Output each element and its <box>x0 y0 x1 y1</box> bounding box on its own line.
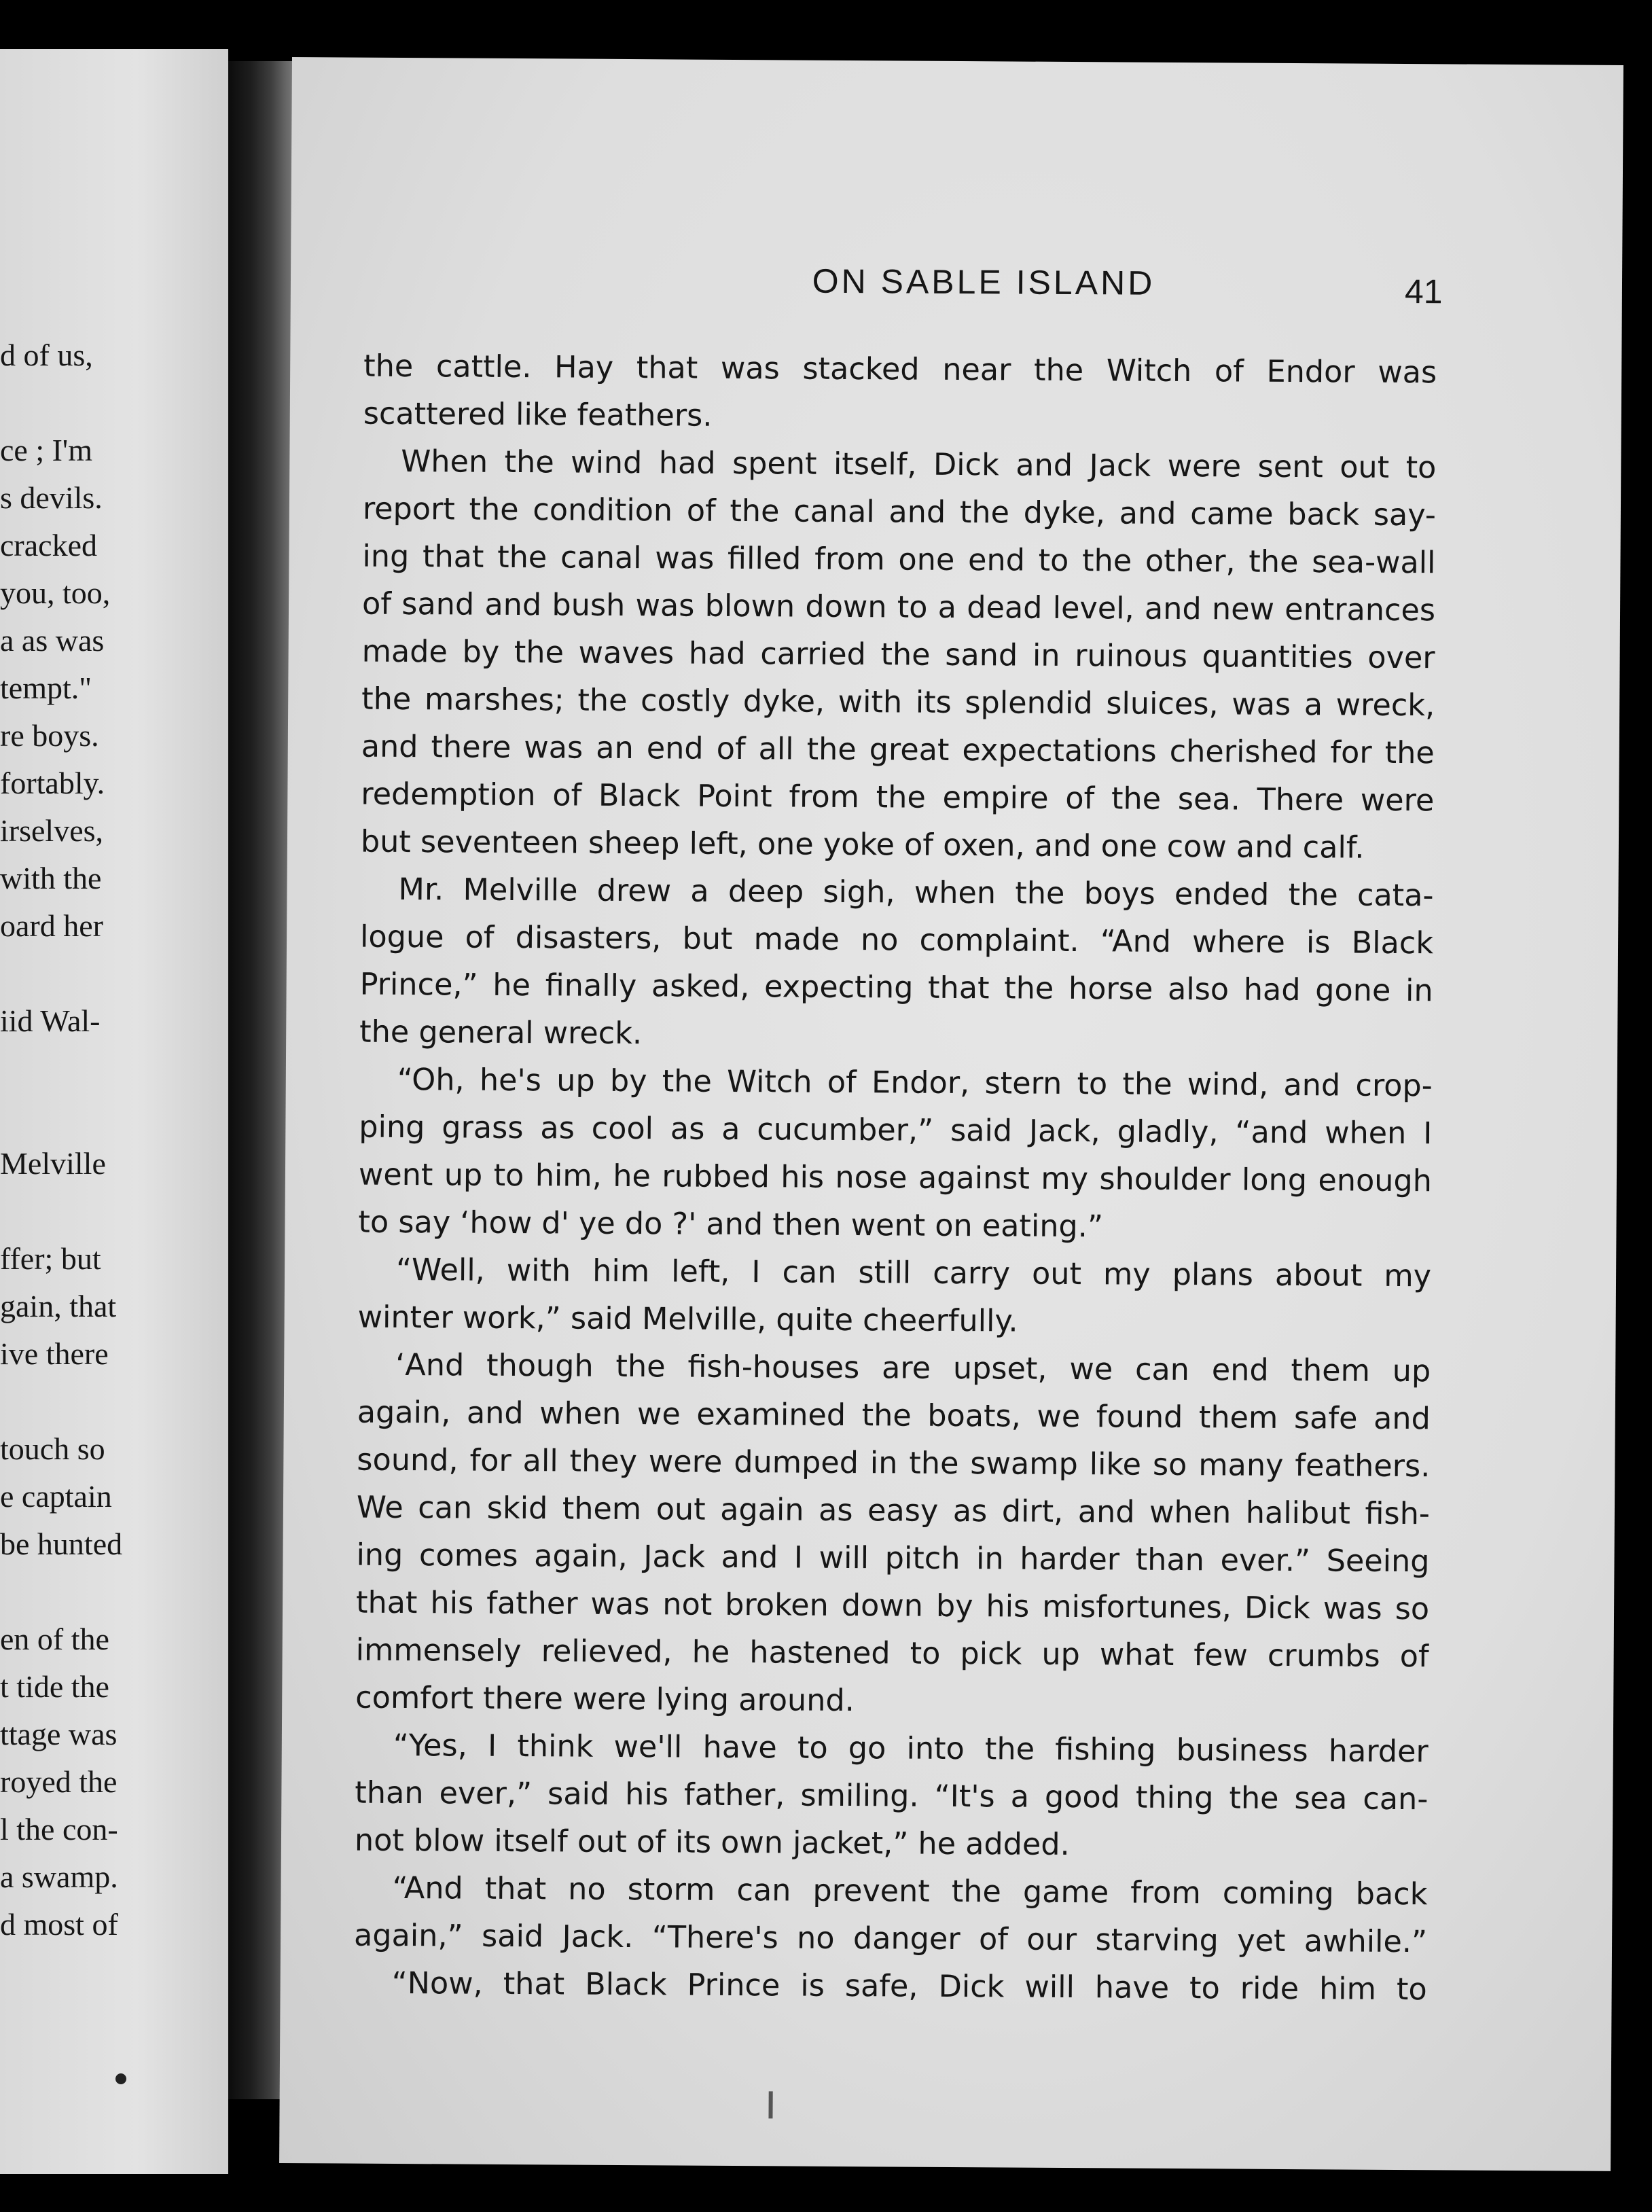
facing-page-fragment: s devils. <box>0 480 103 515</box>
facing-page-fragment: re boys. <box>0 718 99 753</box>
text-line: the cattle. Hay that was stacked near the Witch of Endor was <box>363 349 1437 391</box>
text-line: again, and when we examined the boats, we found them safe and <box>357 1395 1431 1437</box>
facing-page-fragment: l the con- <box>0 1812 118 1847</box>
text-line: and there was an end of all the great expectations cherished for the <box>361 729 1435 771</box>
facing-page-fragment: d most of <box>0 1907 118 1942</box>
text-line: report the condition of the canal and the dyke, and came back say- <box>362 491 1437 533</box>
facing-page-fragment: Melville <box>0 1146 106 1181</box>
text-line: but seventeen sheep left, one yoke of oxen, and one cow and calf. <box>360 824 1365 866</box>
text-line: ing that the canal was filled from one end to the other, the sea-wall <box>362 539 1436 581</box>
text-line: winter work,” said Melville, quite cheerfully. <box>357 1300 1018 1339</box>
facing-page-fragment: a swamp. <box>0 1859 118 1894</box>
facing-page-fragment: with the <box>0 861 102 895</box>
text-line: “Yes, I think we'll have to go into the fishing business harder <box>393 1728 1429 1770</box>
text-line: Prince,” he finally asked, expecting that the horse also had gone in <box>359 967 1433 1009</box>
text-line: not blow itself out of its own jacket,” he added. <box>354 1823 1070 1863</box>
text-line: When the wind had spent itself, Dick and Jack were sent out to <box>401 444 1437 486</box>
scan-artifact-mark <box>768 2091 772 2118</box>
facing-page-fragment: oard her <box>0 908 103 943</box>
text-line: comfort there were lying around. <box>355 1680 855 1719</box>
text-line: “And that no storm can prevent the game from coming back <box>392 1870 1428 1912</box>
facing-page-fragment: d of us, <box>0 338 93 372</box>
text-line: made by the waves had carried the sand in ruinous quantities over <box>361 634 1435 676</box>
facing-page-fragment: t tide the <box>0 1669 109 1704</box>
text-line: the general wreck. <box>359 1014 643 1052</box>
facing-page-fragment: gain, that <box>0 1289 117 1323</box>
facing-page-fragment: iid Wal- <box>0 1003 101 1038</box>
text-line: “Well, with him left, I can still carry out my plans about my <box>395 1252 1432 1294</box>
facing-page-fragment: ce ; I'm <box>0 433 93 467</box>
text-line: ‘And though the fish-houses are upset, we can end them up <box>395 1347 1431 1389</box>
facing-page-fragment: a as was <box>0 623 105 658</box>
text-line: logue of disasters, but made no complaint. “And where is Black <box>359 919 1434 961</box>
running-head: ON SABLE ISLAND <box>812 262 1155 302</box>
text-line: to say ‘how d' ye do ?' and then went on eating.” <box>358 1205 1104 1245</box>
facing-page-fragment: en of the <box>0 1622 109 1656</box>
facing-page-fragment: you, too, <box>0 575 111 610</box>
text-line: ping grass as cool as a cucumber,” said Jack, gladly, “and when I <box>359 1109 1433 1152</box>
facing-page-fragment: tempt." <box>0 671 92 705</box>
facing-page-fragment: cracked <box>0 528 97 563</box>
text-line: of sand and bush was blown down to a dead level, and new entrances <box>361 586 1436 628</box>
facing-page-fragment: ffer; but <box>0 1241 101 1276</box>
facing-page-fragment: irselves, <box>0 813 104 848</box>
text-line: that his father was not broken down by his misfortunes, Dick was so <box>355 1585 1430 1627</box>
text-line: again,” said Jack. “There's no danger of our starving yet awhile.” <box>353 1918 1428 1960</box>
facing-page-fragment: ttage was <box>0 1717 118 1751</box>
facing-page-fragment: fortably. <box>0 766 105 800</box>
text-line: Mr. Melville drew a deep sigh, when the boys ended the cata- <box>398 872 1434 914</box>
text-line: went up to him, he rubbed his nose against my shoulder long enough <box>358 1157 1433 1199</box>
ink-spot <box>115 2073 126 2084</box>
text-line: immensely relieved, he hastened to pick up what few crumbs of <box>355 1633 1429 1675</box>
text-line: “Oh, he's up by the Witch of Endor, stern to the wind, and crop- <box>397 1062 1433 1104</box>
text-line: “Now, that Black Prince is safe, Dick will have to ride him to <box>391 1965 1427 2008</box>
facing-page-fragment: touch so <box>0 1431 105 1466</box>
facing-page-fragment: ive there <box>0 1336 109 1371</box>
page-41 <box>279 57 1623 2171</box>
page-number: 41 <box>1404 272 1443 311</box>
text-line: sound, for all they were dumped in the swamp like so many feathers. <box>357 1442 1431 1484</box>
text-line: redemption of Black Point from the empire of the sea. There were <box>361 777 1435 819</box>
text-line: than ever,” said his father, smiling. “It's a good thing the sea can- <box>355 1775 1429 1817</box>
text-line: We can skid them out again as easy as dirt, and when halibut fish- <box>356 1490 1431 1532</box>
facing-page-fragment: e captain <box>0 1479 112 1514</box>
text-line: the marshes; the costly dyke, with its splendid sluices, was a wreck, <box>361 681 1435 724</box>
page-body-text <box>353 343 1437 2014</box>
facing-page-fragment: royed the <box>0 1764 118 1799</box>
text-line: scattered like feathers. <box>363 396 713 433</box>
facing-page-left <box>0 49 228 2174</box>
text-line: ing comes again, Jack and I will pitch in harder than ever.” Seeing <box>356 1537 1430 1580</box>
facing-page-fragment: be hunted <box>0 1527 123 1561</box>
